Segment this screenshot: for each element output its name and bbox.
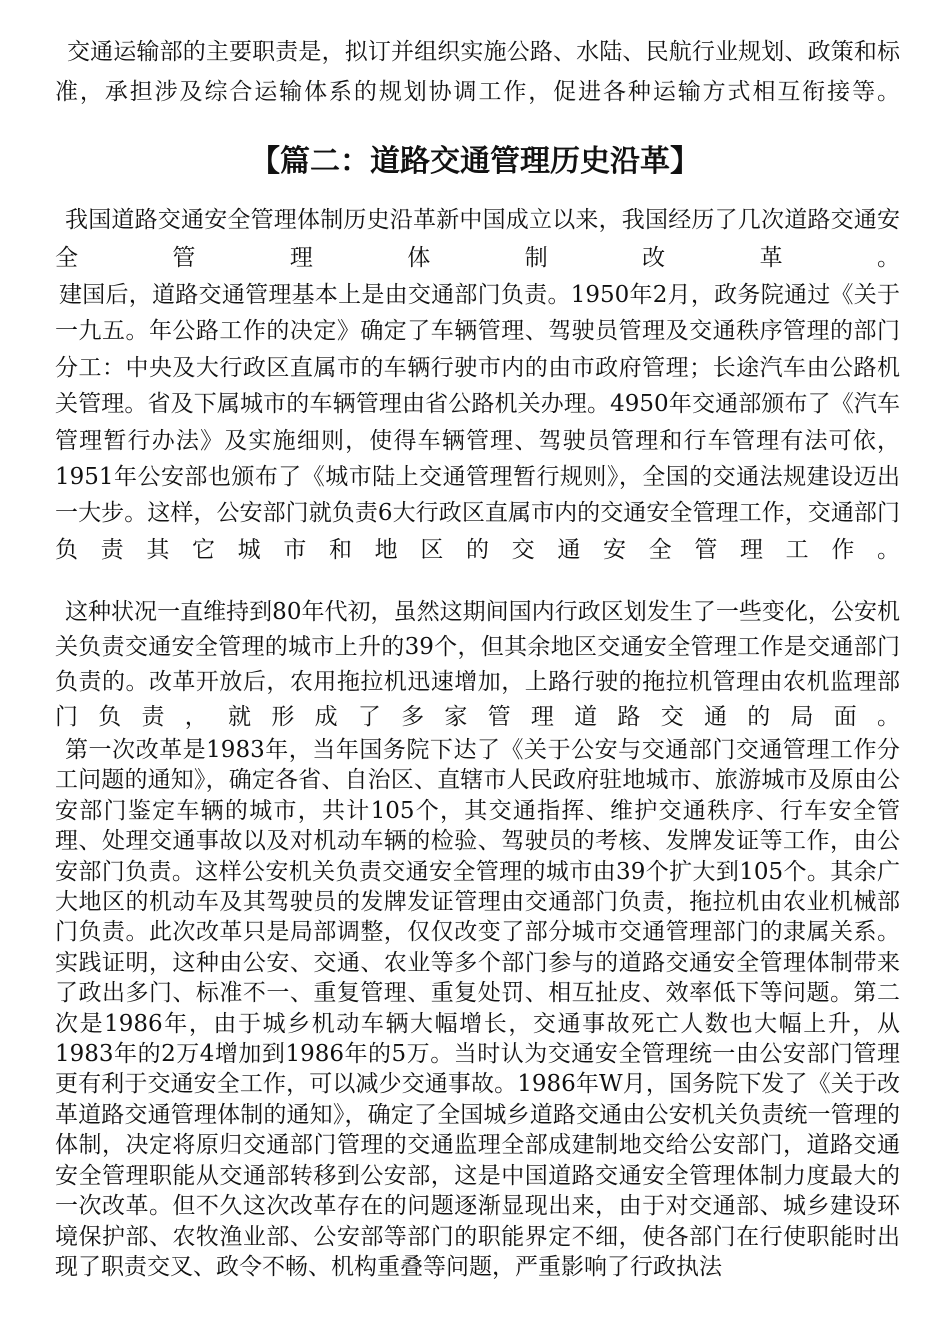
paragraph-ministry-duties: 交通运输部的主要职责是，拟订并组织实施公路、水陆、民航行业规划、政策和标准，承担涉及综合运输体系的规划协调工作，促进各种运输方式相互衔接等。 bbox=[55, 39, 900, 105]
paragraph-reforms: 第一次改革是1983年，当年国务院下达了《关于公安与交通部门交通管理工作分工问题的通知》，确定各省、自治区、直辖市人民政府驻地城市、旅游城市及原由公安部门鉴定车辆的城市，共计105个，其交通指挥、维护交通秩序、行车安全管理、处理交通事故以及对机动车辆的检验、驾驶员的考核、发牌发证等工作，由公安部门负责。这样公安机关负责交通安全管理的城市由39个扩大到105个。其余广大地区的机动车及其驾驶员的发牌发证管理由交通部门负责，拖拉机由农业机械部门负责。此次改革只是局部调整，仅仅改变了部分城市交通管理部门的隶属关系。实践证明，这种由公安、交通、农业等多个部门参与的道路交通安全管理体制带来了政出多门、标准不一、重复管理、重复处罚、相互扯皮、效率低下等问题。第二次是1986年，由于城乡机动车辆大幅增长，交通事故死亡人数也大幅上升，从1983年的2万4增加到1986年的5万。当时认为交通安全管理统一由公安部门管理更有利于交通安全工作，可以减少交通事故。1986年W月，国务院下发了《关于改革道路交通管理体制的通知》，确定了全国城乡道路交通由公安机关负责统一管理的体制，决定将原归交通部门管理的交通监理全部成建制地交给公安部门，道路交通安全管理职能从交通部转移到公安部，这是中国道路交通安全管理体制力度最大的一次改革。但不久这次改革存在的问题逐渐显现出来，由于对交通部、城乡建设环境保护部、农牧渔业部、公安部等部门的职能界定不细，使各部门在行使职能时出现了职责交叉、政令不畅、机构重叠等问题，严重影响了行政执法 bbox=[55, 737, 900, 1280]
paragraph-1980s-situation: 这种状况一直维持到80年代初，虽然这期间国内行政区划发生了一些变化，公安机关负责交通安全管理的城市上升的39个，但其余地区交通安全管理工作是交通部门负责的。改革开放后，农用拖拉机迅速增加，上路行驶的拖拉机管理由农机监理部门负责，就形成了多家管理道路交通的局面。 bbox=[55, 599, 900, 730]
paragraph-intro: 我国道路交通安全管理体制历史沿革新中国成立以来，我国经历了几次道路交通安全管理体制改革。 bbox=[55, 207, 900, 271]
section-heading: 【篇二：道路交通管理历史沿革】 bbox=[250, 144, 700, 179]
paragraph-founding-era: 建国后，道路交通管理基本上是由交通部门负责。1950年2月，政务院通过《关于一九五。年公路工作的决定》确定了车辆管理、驾驶员管理及交通秩序管理的部门分工：中央及大行政区直属市的车辆行驶市内的由市政府管理；长途汽车由公路机关管理。省及下属城市的车辆管理由省公路机关办理。4950年交通部颁布了《汽车管理暂行办法》及实施细则，使得车辆管理、驾驶员管理和行车管理有法可依，1951年公安部也颁布了《城市陆上交通管理暂行规则》，全国的交通法规建设迈出一大步。这样，公安部门就负责6大行政区直属市内的交通安全管理工作，交通部门负责其它城市和地区的交通安全管理工作。 bbox=[55, 282, 900, 563]
